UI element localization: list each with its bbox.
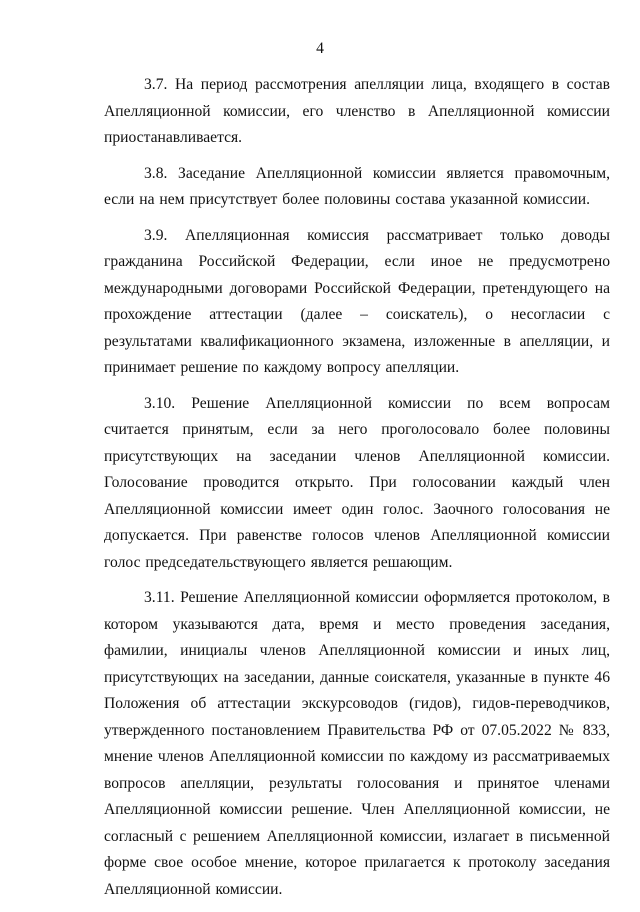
paragraph-3-8: 3.8. Заседание Апелляционной комиссии является правомочным, если на нем присутствует более половины состава указанной комиссии. xyxy=(104,164,610,208)
document-body xyxy=(104,72,610,912)
paragraph-3-10: 3.10. Решение Апелляционной комиссии по всем вопросам считается принятым, если за него проголосовало более половины присутствующих на заседании членов Апелляционной комиссии. Голосование проводится открыто. При голосовании каждый член Апелляционной комиссии имеет один голос. Заочного голосования не допускается. При равенстве голосов членов Апелляционной комиссии голос председательствующего является решающим. xyxy=(104,394,610,571)
paragraph-3-11: 3.11. Решение Апелляционной комиссии оформляется протоколом, в котором указываются дата, время и место проведения заседания, фамилии, инициалы членов Апелляционной комиссии и иных лиц, присутствующих на заседании, данные соискателя, указанные в пункте 46 Положения об аттестации экскурсоводов (гидов), гидов-переводчиков, утвержденного постановлением Правительства РФ от 07.05.2022 № 833, мнение членов Апелляционной комиссии по каждому из рассматриваемых вопросов апелляции, результаты голосования и принятое членами Апелляционной комиссии решение. Член Апелляционной комиссии, не согласный с решением Апелляционной комиссии, излагает в письменной форме свое особое мнение, которое прилагается к протоколу заседания Апелляционной комиссии. xyxy=(104,589,610,898)
paragraph-3-7: 3.7. На период рассмотрения апелляции лица, входящего в состав Апелляционной комиссии, его членство в Апелляционной комиссии приостанавливается. xyxy=(104,76,610,146)
page-number: 4 xyxy=(316,40,324,57)
paragraph-3-9: 3.9. Апелляционная комиссия рассматривает только доводы гражданина Российской Федерации, если иное не предусмотрено международными договорами Российской Федерации, претендующего на прохождение аттестации (далее – соискатель), о несогласии с результатами квалификационного экзамена, изложенные в апелляции, и принимает решение по каждому вопросу апелляции. xyxy=(104,226,610,376)
